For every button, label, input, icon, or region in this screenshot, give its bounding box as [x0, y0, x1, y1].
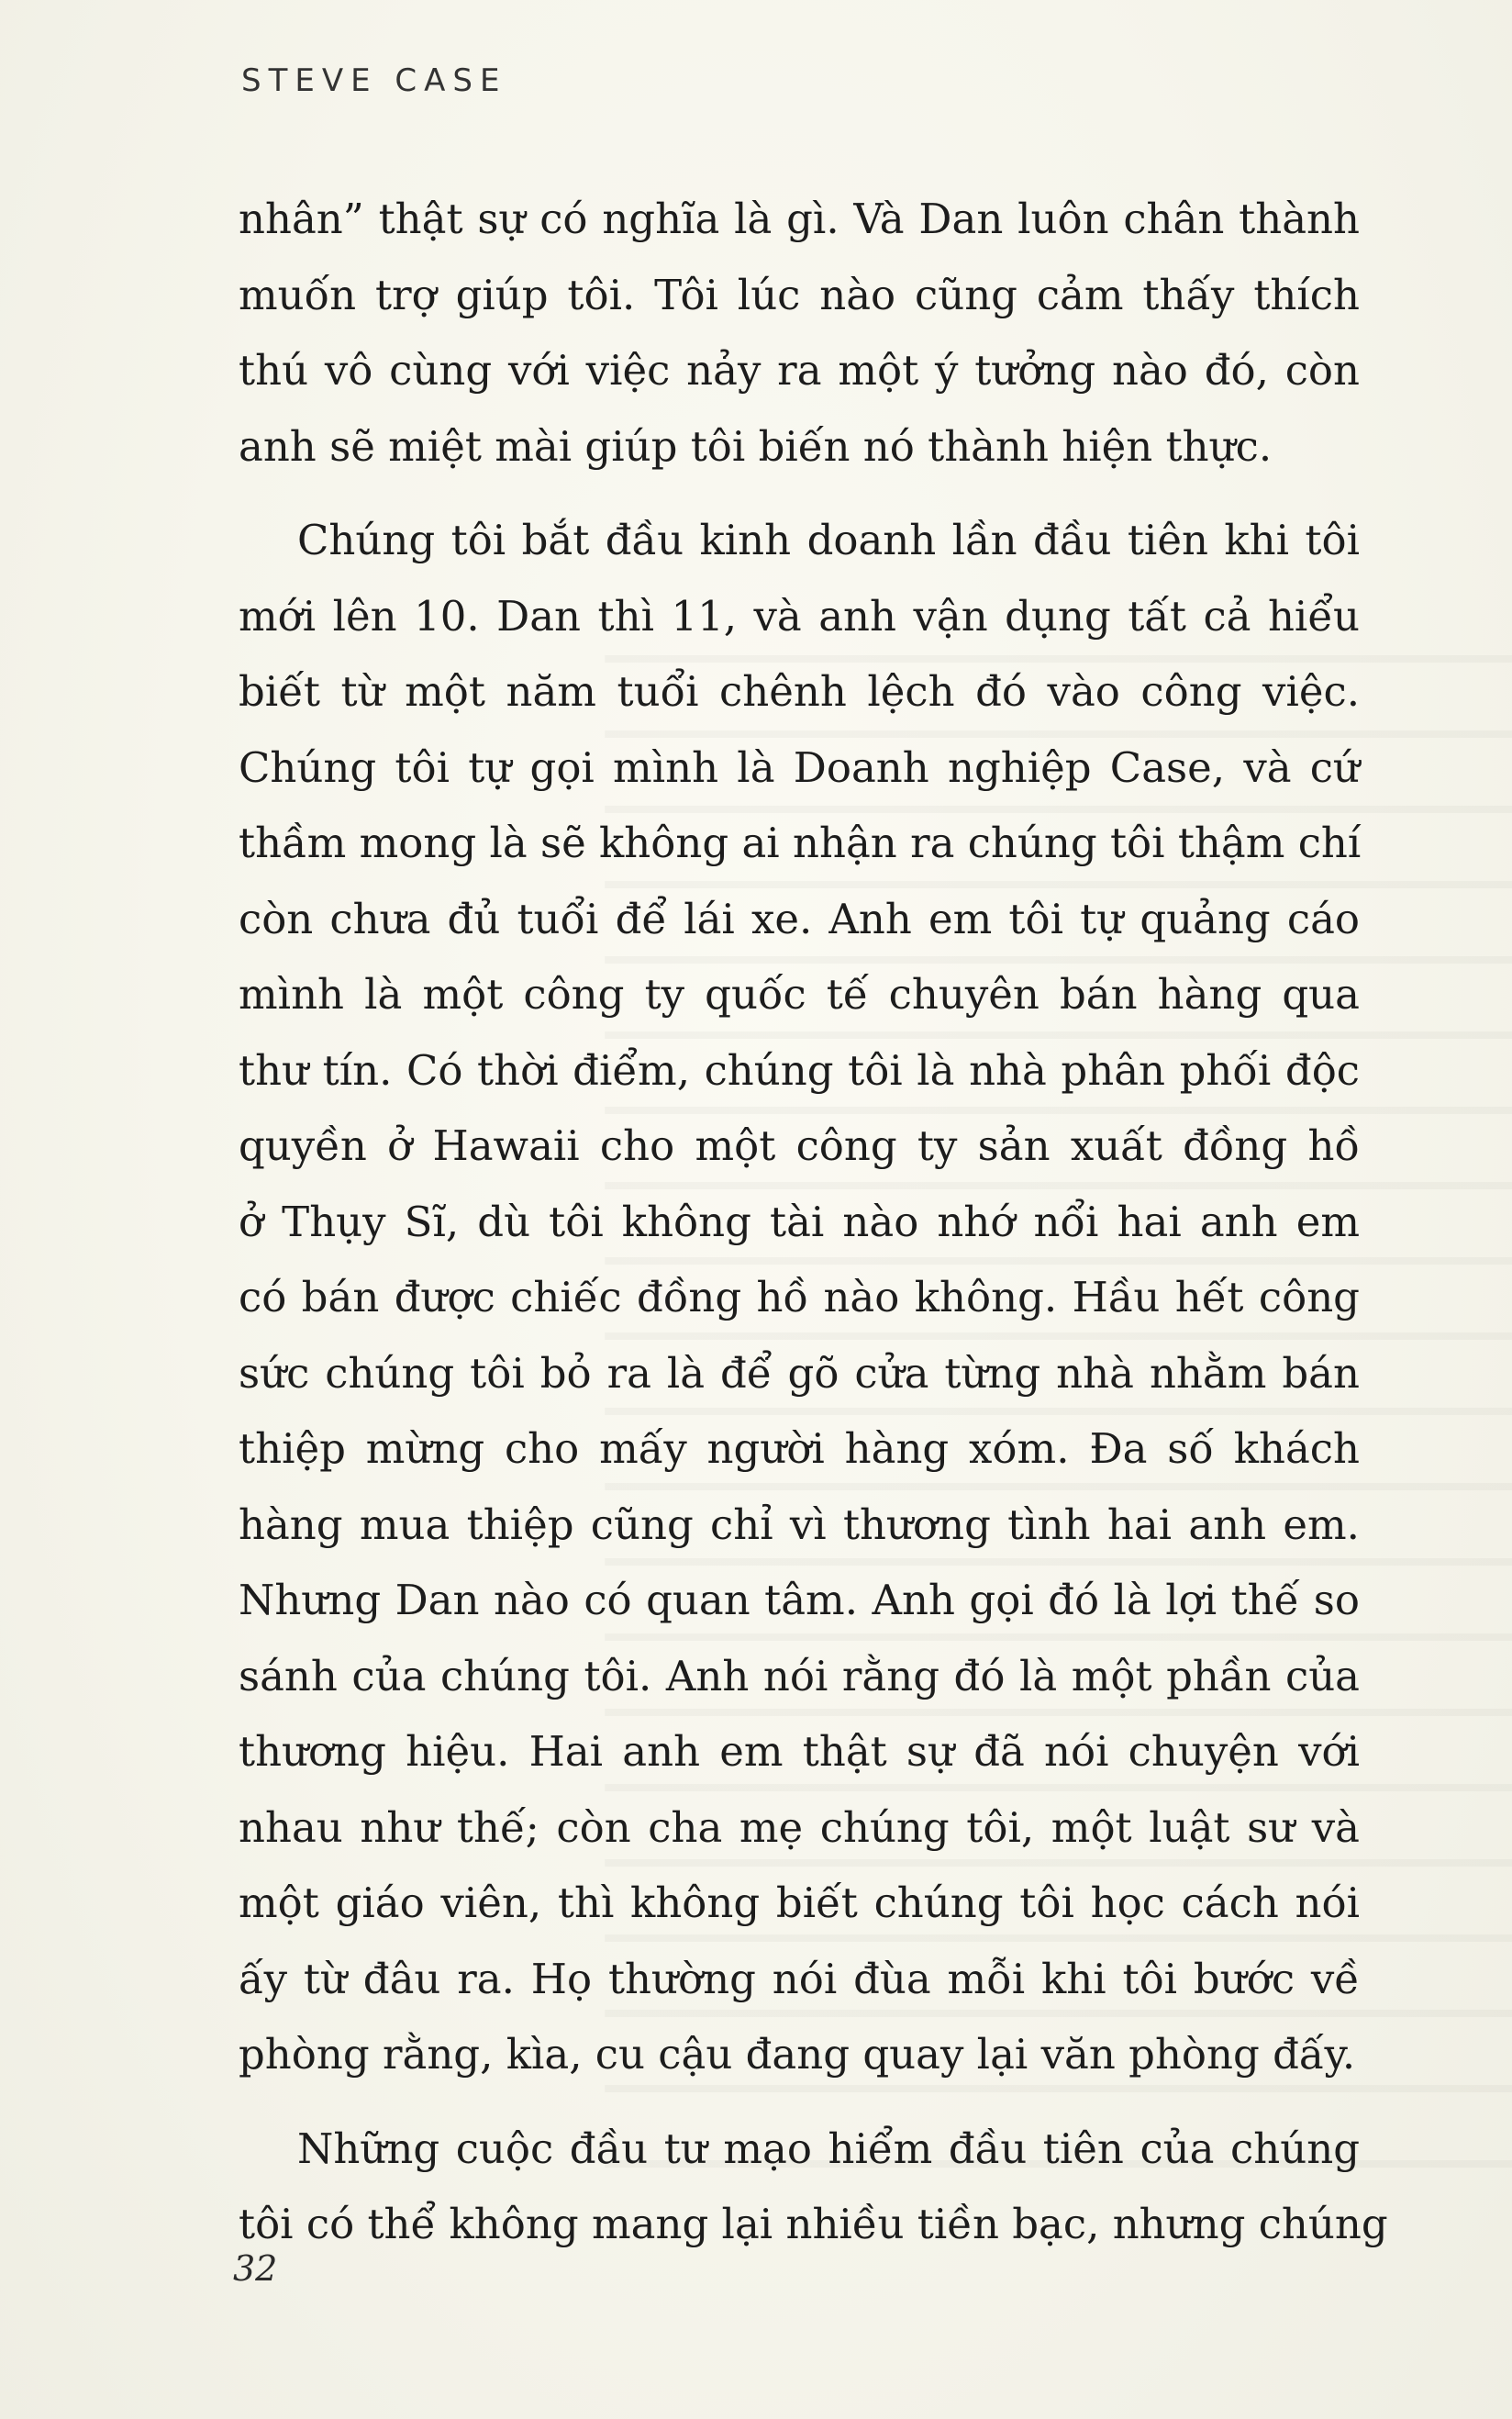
text-line: sức chúng tôi bỏ ra là để gõ cửa từng nhà nhằm bán: [239, 1348, 1360, 1398]
text-line: ấy từ đâu ra. Họ thường nói đùa mỗi khi tôi bước về: [239, 1954, 1360, 2003]
text-line: Chúng tôi tự gọi mình là Doanh nghiệp Case, và cứ: [239, 742, 1360, 792]
text-line: hàng mua thiệp cũng chỉ vì thương tình hai anh em.: [239, 1499, 1360, 1549]
text-line: thiệp mừng cho mấy người hàng xóm. Đa số khách: [239, 1424, 1360, 1473]
text-line: thương hiệu. Hai anh em thật sự đã nói chuyện với: [239, 1727, 1360, 1776]
text-line: thầm mong là sẽ không ai nhận ra chúng tôi thậm chí: [239, 819, 1362, 867]
text-line: Nhưng Dan nào có quan tâm. Anh gọi đó là lợi thế so: [239, 1576, 1360, 1624]
body-text: [239, 182, 1388, 2263]
paragraph-gap: [239, 485, 1360, 503]
text-line: tôi có thể không mang lại nhiều tiền bạc, nhưng chúng: [239, 2200, 1388, 2248]
paragraph: [239, 182, 1360, 485]
text-line: phòng rằng, kìa, cu cậu đang quay lại văn phòng đấy.: [239, 2030, 1356, 2079]
text-line: thư tín. Có thời điểm, chúng tôi là nhà phân phối độc: [239, 1045, 1360, 1095]
page-number: 32: [233, 2248, 278, 2289]
text-line: thú vô cùng với việc nảy ra một ý tưởng nào đó, còn: [239, 346, 1360, 395]
paragraph: [239, 503, 1360, 2093]
paragraph-gap: [239, 2093, 1360, 2112]
text-line: anh sẽ miệt mài giúp tôi biến nó thành hiện thực.: [239, 421, 1273, 471]
text-line: sánh của chúng tôi. Anh nói rằng đó là một phần của: [239, 1651, 1360, 1700]
text-line: quyền ở Hawaii cho một công ty sản xuất đồng hồ: [239, 1121, 1360, 1170]
text-line: mình là một công ty quốc tế chuyên bán hàng qua: [239, 970, 1360, 1019]
text-line: còn chưa đủ tuổi để lái xe. Anh em tôi tự quảng cáo: [239, 894, 1360, 943]
text-line: Chúng tôi bắt đầu kinh doanh lần đầu tiên khi tôi: [297, 516, 1360, 564]
text-line: nhân” thật sự có nghĩa là gì. Và Dan luôn chân thành: [239, 195, 1360, 243]
paragraph: [239, 2112, 1388, 2263]
text-line: ở Thụy Sĩ, dù tôi không tài nào nhớ nổi hai anh em: [239, 1197, 1360, 1246]
text-line: biết từ một năm tuổi chênh lệch đó vào công việc.: [239, 667, 1360, 716]
text-line: muốn trợ giúp tôi. Tôi lúc nào cũng cảm thấy thích: [239, 270, 1360, 319]
text-line: có bán được chiếc đồng hồ nào không. Hầu hết công: [239, 1273, 1360, 1321]
text-line: Những cuộc đầu tư mạo hiểm đầu tiên của chúng: [297, 2124, 1360, 2173]
text-line: nhau như thế; còn cha mẹ chúng tôi, một luật sư và: [239, 1802, 1360, 1852]
text-line: mới lên 10. Dan thì 11, và anh vận dụng tất cả hiểu: [239, 591, 1360, 641]
running-head: STEVE CASE: [241, 62, 507, 99]
text-line: một giáo viên, thì không biết chúng tôi học cách nói: [239, 1878, 1360, 1927]
